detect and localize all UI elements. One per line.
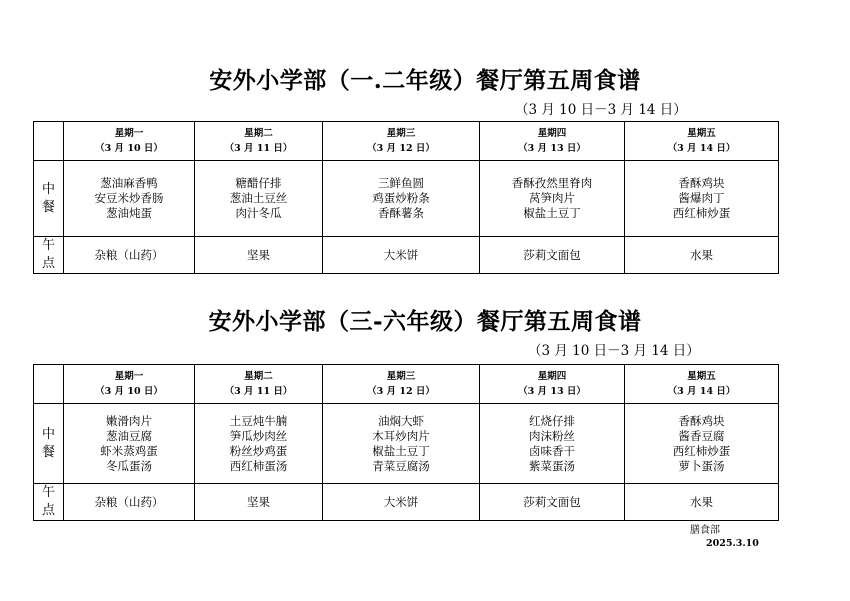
day-date: （3 月 12 日） [367, 386, 435, 397]
dish: 糖醋仔排 [235, 176, 282, 190]
dish: 西红柿炒蛋 [672, 443, 731, 458]
label-char: 点 [41, 503, 55, 518]
day-header [64, 122, 195, 161]
snack-label [34, 484, 64, 521]
label-char: 午 [41, 485, 55, 500]
label-char: 点 [41, 256, 55, 271]
dish: 葱油土豆丝 [229, 191, 288, 205]
day-name: 星期三 [386, 371, 416, 382]
label-char: 午 [41, 238, 55, 253]
day-header [480, 365, 625, 404]
lunch-cell [323, 404, 480, 484]
snack-cell: 大米饼 [323, 237, 480, 274]
day-name: 星期四 [537, 371, 567, 382]
dish: 木耳炒肉片 [372, 428, 430, 443]
dish: 虾米蒸鸡蛋 [100, 443, 158, 458]
snack-cell: 莎莉文面包 [480, 484, 625, 521]
label-char: 餐 [41, 199, 55, 215]
table-header-row [34, 122, 779, 161]
day-name: 星期五 [687, 371, 716, 382]
day-name: 星期五 [687, 128, 716, 139]
dish: 葱油豆腐 [106, 428, 152, 443]
day-date: （3 月 10 日） [95, 386, 163, 397]
day-date: （3 月 13 日） [518, 143, 586, 154]
corner-cell [34, 365, 64, 404]
dish: 油焖大虾 [378, 413, 424, 428]
snack-label [34, 237, 64, 274]
day-date: （3 月 13 日） [518, 386, 586, 397]
day-header [64, 365, 195, 404]
lunch-cell [323, 161, 480, 237]
dish: 粉丝炒鸡蛋 [229, 443, 288, 458]
snack-cell: 大米饼 [323, 484, 480, 521]
snack-cell: 杂粮（山药） [64, 237, 195, 274]
dish: 香酥鸡块 [678, 176, 725, 190]
snack-row [34, 484, 779, 521]
dish: 香酥薯条 [378, 206, 424, 220]
lunch-cell [195, 404, 323, 484]
dish: 青菜豆腐汤 [372, 458, 430, 473]
date-range: （3 月 10 日－3 月 14 日） [515, 102, 687, 118]
lunch-row [34, 404, 779, 484]
snack-cell: 水果 [625, 237, 779, 274]
dish: 红烧仔排 [529, 413, 575, 428]
dish: 椒盐土豆丁 [372, 443, 430, 458]
day-header [480, 122, 625, 161]
lunch-row [34, 161, 779, 237]
lunch-cell [64, 404, 195, 484]
dish: 三鲜鱼圆 [378, 176, 424, 190]
day-date: （3 月 14 日） [667, 143, 736, 154]
day-date: （3 月 14 日） [667, 386, 736, 397]
day-name: 星期一 [114, 128, 144, 139]
dish: 葱油炖蛋 [106, 206, 152, 220]
dish: 肉汁冬瓜 [235, 206, 282, 220]
label-char: 中 [41, 426, 55, 442]
dish: 安豆米炒香肠 [94, 191, 164, 205]
lunch-cell [64, 161, 195, 237]
footer-date: 2025.3.10 [706, 538, 759, 549]
day-header [323, 122, 480, 161]
day-header [195, 365, 323, 404]
dish: 冬瓜蛋汤 [106, 458, 152, 473]
lunch-cell [480, 161, 625, 237]
lunch-cell [625, 404, 779, 484]
day-date: （3 月 11 日） [224, 386, 293, 397]
snack-cell: 莎莉文面包 [480, 237, 625, 274]
dish: 西红柿炒蛋 [672, 206, 731, 220]
dish: 肉沫粉丝 [529, 428, 575, 443]
lunch-label [34, 404, 64, 484]
dish: 酱香豆腐 [678, 428, 725, 443]
lunch-label [34, 161, 64, 237]
snack-cell: 坚果 [195, 484, 323, 521]
dish: 笋瓜炒肉丝 [229, 428, 288, 443]
dish: 葱油麻香鸭 [100, 176, 158, 190]
department-signature: 膳食部 [690, 525, 720, 536]
snack-row [34, 237, 779, 274]
menu-table [33, 121, 779, 274]
dish: 椒盐土豆丁 [523, 206, 581, 220]
date-range: （3 月 10 日－3 月 14 日） [528, 343, 700, 359]
dish: 卤味香干 [529, 443, 575, 458]
lunch-cell [625, 161, 779, 237]
corner-cell [34, 122, 64, 161]
menu-table [33, 364, 779, 521]
dish: 土豆炖牛腩 [229, 413, 288, 428]
day-header [323, 365, 480, 404]
dish: 莴笋肉片 [529, 191, 575, 205]
snack-cell: 杂粮（山药） [64, 484, 195, 521]
snack-cell: 水果 [625, 484, 779, 521]
dish: 嫩滑肉片 [106, 413, 152, 428]
dish: 紫菜蛋汤 [529, 458, 575, 473]
day-date: （3 月 12 日） [367, 143, 435, 154]
lunch-cell [480, 404, 625, 484]
day-header [195, 122, 323, 161]
day-date: （3 月 10 日） [95, 143, 163, 154]
day-header [625, 122, 779, 161]
table-header-row [34, 365, 779, 404]
menu-title: 安外小学部（三-六年级）餐厅第五周食谱 [208, 308, 642, 335]
label-char: 餐 [41, 444, 55, 460]
day-name: 星期四 [537, 128, 567, 139]
dish: 西红柿蛋汤 [229, 458, 288, 473]
dish: 酱爆肉丁 [678, 191, 725, 205]
day-name: 星期三 [386, 128, 416, 139]
day-name: 星期一 [114, 371, 144, 382]
dish: 香酥鸡块 [678, 413, 725, 428]
dish: 萝卜蛋汤 [678, 458, 725, 473]
day-date: （3 月 11 日） [224, 143, 293, 154]
dish: 香酥孜然里脊肉 [511, 176, 593, 190]
day-header [625, 365, 779, 404]
lunch-cell [195, 161, 323, 237]
day-name: 星期二 [244, 371, 273, 382]
day-name: 星期二 [244, 128, 273, 139]
label-char: 中 [41, 181, 55, 197]
snack-cell: 坚果 [195, 237, 323, 274]
menu-title: 安外小学部（一.二年级）餐厅第五周食谱 [209, 67, 641, 94]
dish: 鸡蛋炒粉条 [372, 191, 430, 205]
